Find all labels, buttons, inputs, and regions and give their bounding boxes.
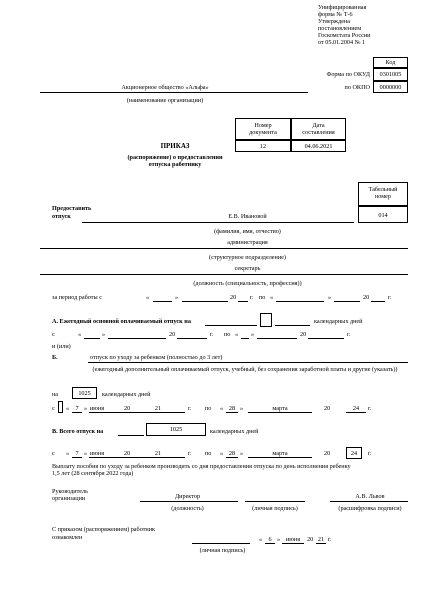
section-v-days: 1025 [169, 426, 183, 433]
year-suffix: г. [210, 331, 214, 338]
quote-close: » [328, 294, 332, 301]
po-label: по [259, 294, 266, 301]
field-line [308, 338, 344, 339]
day-to: 28 [228, 405, 236, 412]
section-a-days-label: календарных дней [314, 318, 363, 325]
okpo-value: 0000000 [379, 84, 402, 91]
year-suffix: г. [188, 450, 192, 457]
number-header: Номер документа [249, 122, 277, 136]
quote-close: » [240, 450, 244, 457]
month-to: марта [272, 405, 288, 412]
section-a-days-box [260, 313, 272, 327]
section-b-letter: Б. [52, 354, 58, 361]
field-line [371, 301, 385, 302]
section-v-days-label: календарных дней [210, 428, 259, 435]
okud-label: Форма по ОКУД [326, 71, 370, 78]
department-caption: (структурное подразделение) [209, 254, 286, 261]
head-position: Директор [174, 493, 201, 500]
field-line [177, 338, 207, 339]
quote-close: » [102, 331, 106, 338]
field-line [248, 412, 312, 413]
field-line [84, 338, 100, 339]
quote-close: » [84, 450, 88, 457]
year-prefix: 20 [124, 405, 131, 412]
year-prefix: 20 [169, 331, 176, 338]
order-subtitle: (распоряжение) о предоставлении отпуска работнику [127, 154, 223, 168]
section-b-line [88, 362, 408, 363]
head-sign-caption: (личная подпись) [252, 505, 298, 512]
field-line [276, 301, 324, 302]
field-line [248, 457, 312, 458]
head-decode-caption: (расшифровка подписи) [338, 505, 402, 512]
position: секретарь [234, 265, 261, 272]
head-label: Руководитель организации [52, 488, 88, 502]
head-sign-line [245, 501, 305, 502]
field-line [282, 543, 304, 544]
quote-open: « [220, 450, 224, 457]
quote-close: » [251, 331, 255, 338]
form-note-line: Унифицированная [318, 4, 367, 11]
section-b-caption: (ежегодный дополнительный оплачиваемый отпуск, учебный, без сохранения заработной платы и другие (указать)) [92, 366, 398, 373]
year-prefix: 20 [124, 450, 131, 457]
section-a-label: А. Ежегодный основной оплачиваемый отпуск на [52, 318, 191, 325]
field-line [334, 301, 360, 302]
year-suffix: г. [388, 294, 392, 301]
field-line [257, 338, 297, 339]
form-note-line: постановлением [318, 25, 362, 32]
day-from: 7 [75, 405, 79, 412]
order-date: 04.06.2021 [304, 143, 333, 150]
okpo-label: по ОКПО [344, 84, 370, 91]
year-suffix: г. [328, 536, 332, 543]
head-name-line [330, 501, 408, 502]
section-b-text: отпуск по уходу за ребенком (полностью до 3 лет) [90, 354, 223, 361]
field-line [241, 338, 249, 339]
organization-line [40, 92, 308, 93]
field-line [265, 543, 275, 544]
acquainted-sign-caption: (личная подпись) [199, 547, 246, 554]
code-header: Код [385, 59, 396, 66]
year-from: 21 [154, 450, 162, 457]
field-line [118, 435, 144, 436]
field-line [72, 412, 82, 413]
head-name: А.В. Львов [355, 493, 385, 500]
year-prefix: 20 [363, 294, 370, 301]
month-from: июня [90, 450, 105, 457]
okud-value: 0301005 [379, 71, 402, 78]
department: администрация [227, 239, 268, 246]
date-header: Дата составления [302, 122, 335, 136]
section-b-days: 1025 [78, 390, 91, 397]
quote-open: « [235, 331, 239, 338]
section-v-label: В. Всего отпуск на [52, 428, 104, 435]
field-line [316, 543, 326, 544]
day-to: 28 [228, 450, 236, 457]
employee-name-caption: (фамилия, имя, отчество) [214, 228, 281, 235]
form-note-line: Госкомстата России [318, 32, 371, 39]
head-position-line [140, 501, 238, 502]
acquainted-year: 21 [317, 536, 325, 543]
quote-open: « [66, 405, 70, 412]
year-prefix: 20 [324, 450, 331, 457]
work-period-label: за период работы с [52, 294, 102, 301]
year-suffix: г. [188, 405, 192, 412]
quote-open: « [146, 294, 150, 301]
year-suffix: г. [368, 405, 372, 412]
day-from: 7 [75, 450, 79, 457]
field-line [226, 457, 238, 458]
provide-label: Предоставить отпуск [52, 205, 92, 220]
field-line [108, 338, 166, 339]
from-label: с [52, 331, 55, 338]
employee-name-line [82, 222, 354, 223]
po-label: по [224, 331, 231, 338]
year-prefix: 20 [300, 331, 307, 338]
year-prefix: 20 [307, 536, 314, 543]
tab-number: 014 [378, 212, 388, 219]
section-b-days-label: календарных дней [102, 391, 151, 398]
field-line [153, 301, 172, 302]
and-or-label: и (или) [52, 343, 71, 350]
field-line [145, 457, 185, 458]
order-number: 12 [259, 143, 267, 150]
acquainted-month: июня [285, 536, 301, 543]
field-line [145, 412, 185, 413]
field-line [226, 412, 238, 413]
department-line [40, 248, 408, 249]
quote-open: « [66, 450, 70, 457]
field-line [346, 412, 366, 413]
acquainted-day: 6 [268, 536, 272, 543]
month-from: июня [90, 405, 105, 412]
quote-close: » [277, 536, 281, 543]
organization-caption: (наименование организации) [126, 97, 204, 104]
quote-close: » [240, 405, 244, 412]
year-suffix: г. [368, 450, 372, 457]
field-line [205, 325, 257, 326]
field-line [72, 457, 82, 458]
na-label: на [52, 391, 59, 398]
quote-open: « [270, 294, 274, 301]
year-suffix: г. [347, 331, 351, 338]
position-line [40, 274, 408, 275]
order-title: ПРИКАЗ [160, 142, 190, 150]
organization-name: Акционерное общество «Альфа» [121, 84, 209, 91]
form-note-line: от 05.01.2004 № 1 [318, 39, 366, 46]
acquainted-sign-line [192, 543, 250, 544]
quote-close: » [175, 294, 179, 301]
form-note-line: форма № Т-6 [318, 11, 353, 18]
year-to: 24 [352, 405, 360, 412]
quote-open: « [259, 536, 263, 543]
employee-name: Е.В. Ивановой [228, 213, 267, 220]
quote-open: « [78, 331, 82, 338]
form-note-line: Утверждена [318, 18, 351, 25]
field-line [275, 325, 310, 326]
field-line [238, 301, 248, 302]
po-label: по [205, 450, 212, 457]
quote-close: » [84, 405, 88, 412]
position-caption: (должность (специальность, профессия)) [193, 280, 302, 287]
from-label: с [52, 405, 55, 412]
date-tick-box [58, 401, 63, 413]
year-from: 21 [154, 405, 162, 412]
quote-open: « [220, 405, 224, 412]
year-to: 24 [350, 450, 358, 457]
po-label: по [205, 405, 212, 412]
acquainted-label: С приказом (распоряжением) работник ознакомлен [52, 526, 156, 541]
month-to: марта [272, 450, 288, 457]
field-line [182, 301, 228, 302]
year-suffix: г. [250, 294, 254, 301]
head-position-caption: (должность) [171, 505, 204, 512]
year-prefix: 20 [324, 405, 331, 412]
tab-header: Табельный номер [368, 186, 398, 200]
benefit-note: Выплату пособия по уходу за ребенком производить со дня предоставления отпуска по день исполнения ребенку 1,5 лет (28 сентября 2022 года) [52, 463, 351, 477]
year-prefix: 20 [230, 294, 237, 301]
from-label: с [52, 450, 55, 457]
